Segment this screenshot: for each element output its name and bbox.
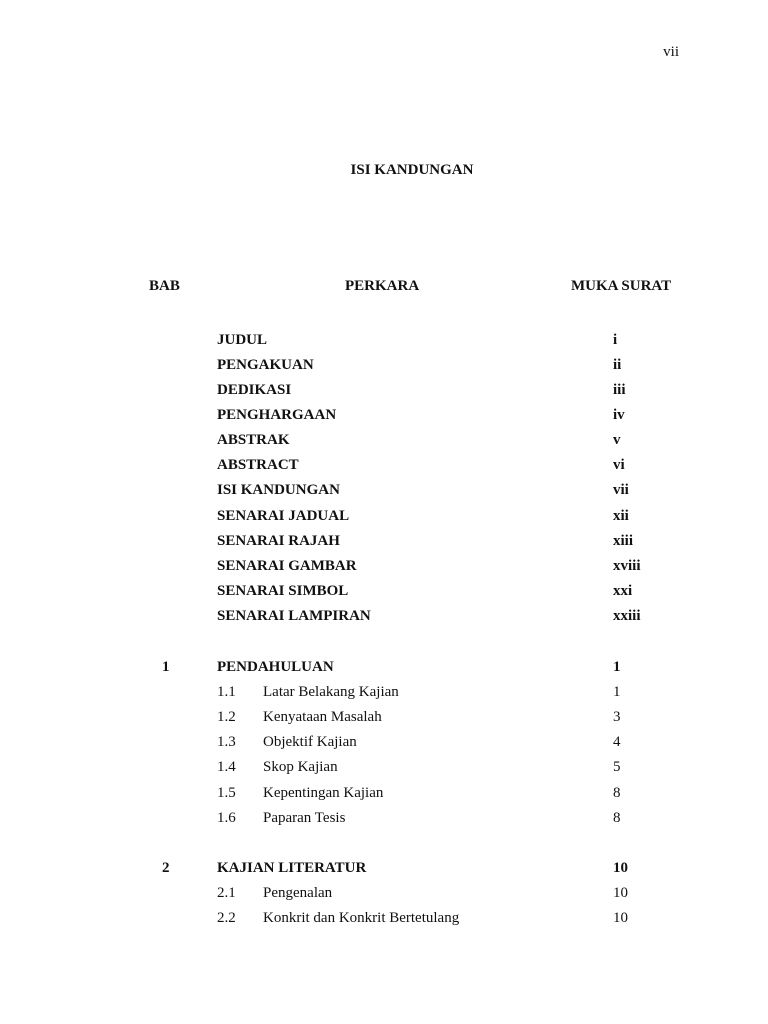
toc-entry-page: vi (613, 457, 625, 473)
toc-section-page: 4 (613, 734, 621, 750)
toc-entry-title: DEDIKASI (217, 382, 292, 398)
toc-entry-title: SENARAI JADUAL (217, 508, 350, 524)
toc-section-page: 5 (613, 759, 621, 775)
toc-section-row (0, 785, 768, 807)
toc-entry-title: ABSTRAK (217, 432, 290, 448)
toc-prelim-row (0, 457, 768, 479)
toc-prelim-row (0, 608, 768, 630)
toc-section-row (0, 810, 768, 832)
toc-prelim-row (0, 407, 768, 429)
toc-section-row (0, 709, 768, 731)
toc-section-number: 1.1 (217, 684, 236, 700)
page-number: vii (663, 44, 679, 60)
toc-section-number: 1.5 (217, 785, 236, 801)
toc-entry-page: xxiii (613, 608, 641, 624)
toc-section-number: 1.4 (217, 759, 236, 775)
toc-entry-page: iii (613, 382, 626, 398)
toc-section-title: Kenyataan Masalah (263, 709, 382, 725)
toc-section-number: 1.2 (217, 709, 236, 725)
toc-section-page: 10 (613, 885, 628, 901)
toc-prelim-row (0, 432, 768, 454)
toc-section-number: 1.6 (217, 810, 236, 826)
toc-section-page: 1 (613, 684, 621, 700)
toc-section-row (0, 684, 768, 706)
header-perkara: PERKARA (345, 278, 420, 294)
toc-entry-page: xii (613, 508, 629, 524)
toc-entry-title: SENARAI LAMPIRAN (217, 608, 371, 624)
toc-section-row (0, 885, 768, 907)
toc-chapter-page: 10 (613, 860, 628, 876)
toc-entry-title: PENGHARGAAN (217, 407, 337, 423)
toc-section-title: Paparan Tesis (263, 810, 346, 826)
toc-prelim-row (0, 382, 768, 404)
toc-section-page: 8 (613, 785, 621, 801)
toc-entry-page: xxi (613, 583, 633, 599)
toc-chapter-title: KAJIAN LITERATUR (217, 860, 367, 876)
toc-section-page: 10 (613, 910, 628, 926)
toc-entry-page: iv (613, 407, 625, 423)
toc-entry-title: JUDUL (217, 332, 268, 348)
toc-section-page: 3 (613, 709, 621, 725)
header-muka-surat: MUKA SURAT (571, 278, 672, 294)
toc-entry-title: ABSTRACT (217, 457, 299, 473)
toc-entry-page: i (613, 332, 618, 348)
toc-section-title: Pengenalan (263, 885, 333, 901)
toc-chapter-page: 1 (613, 659, 621, 675)
toc-section-number: 1.3 (217, 734, 236, 750)
toc-entry-title: ISI KANDUNGAN (217, 482, 340, 498)
toc-section-number: 2.1 (217, 885, 236, 901)
header-bab: BAB (149, 278, 180, 294)
toc-section-title: Objektif Kajian (263, 734, 357, 750)
toc-prelim-row (0, 583, 768, 605)
toc-section-title: Kepentingan Kajian (263, 785, 384, 801)
toc-entry-page: ii (613, 357, 622, 373)
toc-entry-title: SENARAI GAMBAR (217, 558, 357, 574)
toc-section-row (0, 734, 768, 756)
toc-section-number: 2.2 (217, 910, 236, 926)
toc-prelim-row (0, 508, 768, 530)
toc-entry-title: SENARAI SIMBOL (217, 583, 349, 599)
toc-section-row (0, 759, 768, 781)
toc-prelim-row (0, 332, 768, 354)
toc-entry-page: vii (613, 482, 629, 498)
toc-chapter-number: 2 (162, 860, 170, 876)
toc-entry-page: v (613, 432, 621, 448)
toc-chapter-number: 1 (162, 659, 170, 675)
toc-entry-title: SENARAI RAJAH (217, 533, 340, 549)
toc-prelim-row (0, 533, 768, 555)
toc-chapter-row (0, 659, 768, 681)
toc-entry-title: PENGAKUAN (217, 357, 314, 373)
toc-section-title: Konkrit dan Konkrit Bertetulang (263, 910, 460, 926)
page-title: ISI KANDUNGAN (350, 162, 474, 178)
toc-section-row (0, 910, 768, 932)
toc-prelim-row (0, 482, 768, 504)
toc-prelim-row (0, 558, 768, 580)
toc-entry-page: xviii (613, 558, 641, 574)
toc-section-title: Latar Belakang Kajian (263, 684, 399, 700)
toc-entry-page: xiii (613, 533, 634, 549)
toc-section-title: Skop Kajian (263, 759, 338, 775)
toc-chapter-title: PENDAHULUAN (217, 659, 334, 675)
toc-prelim-row (0, 357, 768, 379)
toc-section-page: 8 (613, 810, 621, 826)
toc-chapter-row (0, 860, 768, 882)
